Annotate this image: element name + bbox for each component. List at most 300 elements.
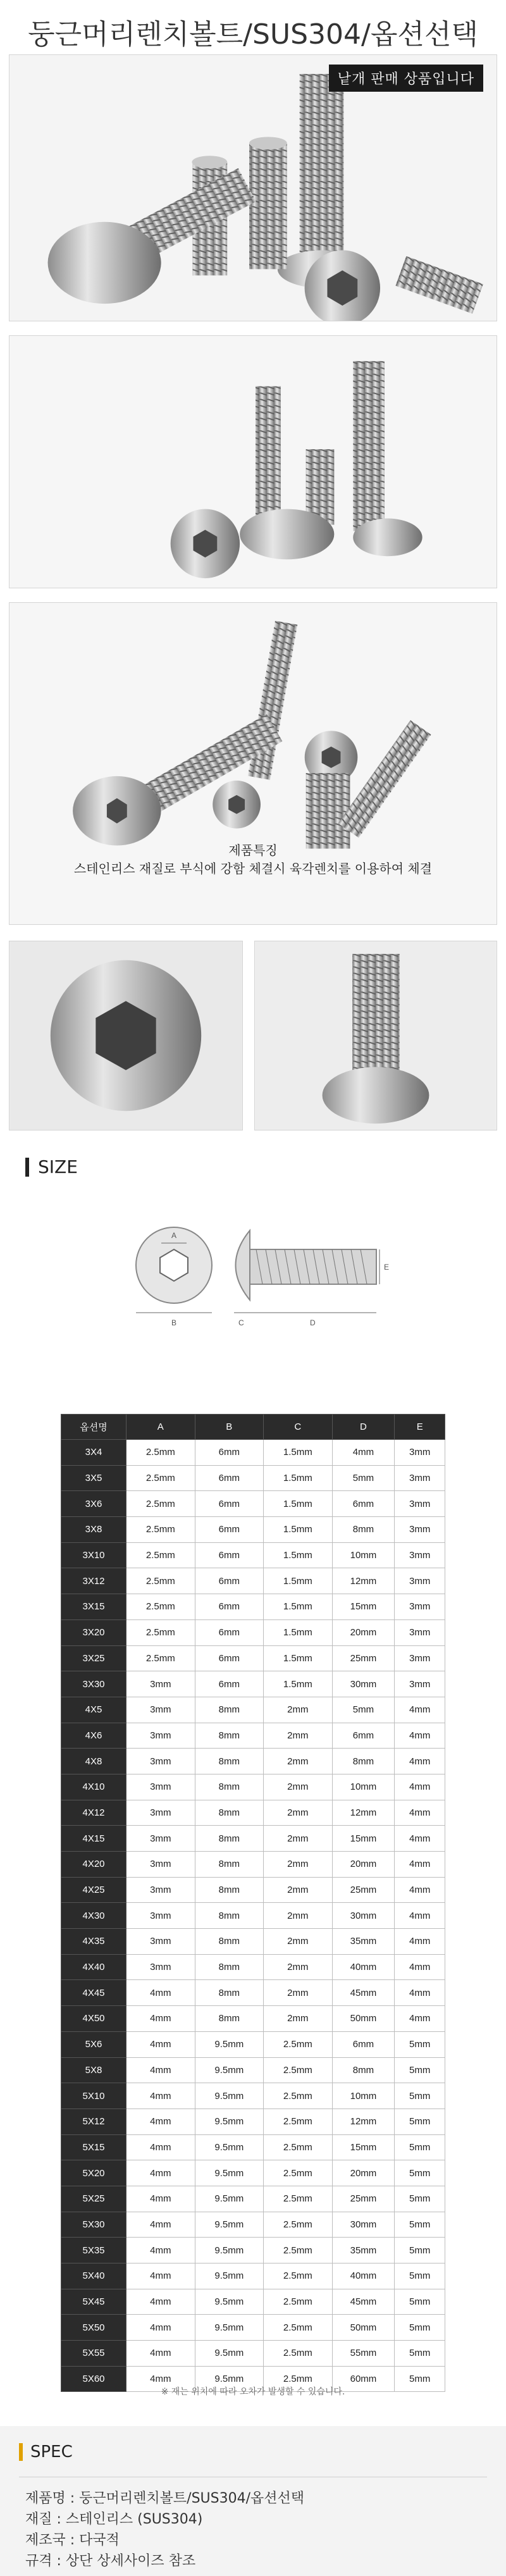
table-row: [61, 1594, 445, 1620]
option-name-cell: 5X6: [61, 2031, 126, 2057]
table-cell: 4mm: [126, 2006, 195, 2032]
table-cell: 2.5mm: [126, 1645, 195, 1671]
table-cell: 9.5mm: [195, 2108, 264, 2134]
option-name-cell: 5X30: [61, 2212, 126, 2238]
table-cell: 3mm: [126, 1749, 195, 1774]
table-cell: 5mm: [395, 2238, 445, 2263]
table-cell: 2.5mm: [264, 2083, 333, 2109]
option-name-cell: 5X8: [61, 2057, 126, 2083]
option-name-cell: 5X50: [61, 2315, 126, 2341]
table-row: [61, 2212, 445, 2238]
table-row: [61, 1619, 445, 1645]
product-photo-standing: [9, 335, 497, 588]
table-cell: 4mm: [395, 1852, 445, 1878]
label-b: B: [171, 1318, 177, 1327]
table-cell: 2mm: [264, 1800, 333, 1826]
table-cell: 3mm: [395, 1542, 445, 1568]
table-cell: 5mm: [395, 2186, 445, 2212]
table-cell: 6mm: [332, 1723, 395, 1749]
table-cell: 4mm: [126, 2160, 195, 2186]
option-name-cell: 4X30: [61, 1903, 126, 1929]
spec-item-name: 제품명 : 둥근머리렌치볼트/SUS304/옵션선택: [25, 2491, 305, 2506]
table-cell: 4mm: [395, 2006, 445, 2032]
table-cell: 3mm: [395, 1671, 445, 1697]
table-cell: 5mm: [395, 2134, 445, 2160]
table-cell: 4mm: [395, 1877, 445, 1903]
table-cell: 4mm: [126, 2057, 195, 2083]
table-cell: 3mm: [395, 1491, 445, 1517]
table-cell: 4mm: [395, 1723, 445, 1749]
table-row: [61, 2006, 445, 2032]
table-row: [61, 1568, 445, 1594]
table-cell: 2mm: [264, 1723, 333, 1749]
table-cell: 2.5mm: [126, 1491, 195, 1517]
table-cell: 2.5mm: [126, 1542, 195, 1568]
table-cell: 5mm: [395, 2315, 445, 2341]
option-name-cell: 3X15: [61, 1594, 126, 1620]
table-cell: 45mm: [332, 1980, 395, 2006]
table-cell: 9.5mm: [195, 2160, 264, 2186]
option-name-cell: 3X30: [61, 1671, 126, 1697]
table-cell: 3mm: [126, 1826, 195, 1852]
table-cell: 5mm: [395, 2057, 445, 2083]
table-cell: 6mm: [195, 1542, 264, 1568]
option-name-cell: 5X45: [61, 2289, 126, 2315]
table-cell: 3mm: [395, 1645, 445, 1671]
table-cell: 2mm: [264, 1877, 333, 1903]
bolt-side-illustration: [255, 941, 497, 1130]
table-cell: 5mm: [395, 2083, 445, 2109]
table-cell: 8mm: [332, 1749, 395, 1774]
table-cell: 2.5mm: [264, 2315, 333, 2341]
table-row: [61, 1774, 445, 1800]
table-cell: 3mm: [126, 1671, 195, 1697]
table-row: [61, 2341, 445, 2367]
table-cell: 9.5mm: [195, 2057, 264, 2083]
option-name-cell: 4X50: [61, 2006, 126, 2032]
table-cell: 8mm: [195, 1800, 264, 1826]
table-cell: 2.5mm: [264, 2341, 333, 2367]
table-cell: 25mm: [332, 1877, 395, 1903]
table-cell: 9.5mm: [195, 2341, 264, 2367]
table-cell: 12mm: [332, 1568, 395, 1594]
table-cell: 5mm: [395, 2289, 445, 2315]
size-diagram-svg: [130, 1205, 395, 1338]
option-name-cell: 4X15: [61, 1826, 126, 1852]
table-cell: 5mm: [395, 2366, 445, 2392]
table-row: [61, 2031, 445, 2057]
table-cell: 9.5mm: [195, 2238, 264, 2263]
table-cell: 3mm: [126, 1697, 195, 1723]
table-cell: 2mm: [264, 1697, 333, 1723]
option-name-cell: 4X8: [61, 1749, 126, 1774]
product-photo-head-closeup: [9, 941, 243, 1130]
table-cell: 15mm: [332, 1594, 395, 1620]
table-cell: 6mm: [195, 1671, 264, 1697]
label-e: E: [384, 1263, 390, 1272]
table-cell: 4mm: [126, 2263, 195, 2289]
table-cell: 8mm: [332, 2057, 395, 2083]
table-cell: 20mm: [332, 1852, 395, 1878]
table-cell: 4mm: [395, 1774, 445, 1800]
table-cell: 1.5mm: [264, 1671, 333, 1697]
option-name-cell: 4X35: [61, 1929, 126, 1955]
single-sale-badge: 낱개 판매 상품입니다: [329, 65, 483, 92]
table-row: [61, 1980, 445, 2006]
table-row: [61, 2289, 445, 2315]
table-cell: 5mm: [332, 1697, 395, 1723]
table-cell: 2mm: [264, 1929, 333, 1955]
table-cell: 9.5mm: [195, 2083, 264, 2109]
table-cell: 1.5mm: [264, 1440, 333, 1466]
table-row: [61, 2134, 445, 2160]
option-name-cell: 3X25: [61, 1645, 126, 1671]
table-cell: 25mm: [332, 1645, 395, 1671]
table-cell: 6mm: [332, 1491, 395, 1517]
table-cell: 9.5mm: [195, 2134, 264, 2160]
table-cell: 8mm: [195, 1903, 264, 1929]
option-name-cell: 4X10: [61, 1774, 126, 1800]
table-cell: 8mm: [195, 1723, 264, 1749]
table-cell: 3mm: [126, 1929, 195, 1955]
table-cell: 2mm: [264, 1954, 333, 1980]
table-cell: 35mm: [332, 2238, 395, 2263]
table-cell: 2mm: [264, 1852, 333, 1878]
label-a: A: [171, 1231, 177, 1240]
table-cell: 4mm: [126, 2238, 195, 2263]
table-cell: 12mm: [332, 2108, 395, 2134]
table-cell: 2mm: [264, 1774, 333, 1800]
table-cell: 1.5mm: [264, 1517, 333, 1543]
option-name-cell: 4X25: [61, 1877, 126, 1903]
option-name-cell: 5X15: [61, 2134, 126, 2160]
table-cell: 4mm: [126, 2289, 195, 2315]
option-name-cell: 3X20: [61, 1619, 126, 1645]
bolt-head-illustration: [9, 941, 242, 1130]
table-cell: 8mm: [195, 1929, 264, 1955]
table-row: [61, 2108, 445, 2134]
header-option: 옵션명: [61, 1415, 126, 1440]
table-cell: 2.5mm: [264, 2160, 333, 2186]
table-cell: 4mm: [395, 1749, 445, 1774]
table-cell: 3mm: [126, 1852, 195, 1878]
table-cell: 3mm: [395, 1517, 445, 1543]
table-cell: 3mm: [126, 1954, 195, 1980]
option-name-cell: 4X12: [61, 1800, 126, 1826]
option-name-cell: 3X6: [61, 1491, 126, 1517]
table-row: [61, 1800, 445, 1826]
table-cell: 4mm: [395, 1954, 445, 1980]
table-cell: 5mm: [395, 2160, 445, 2186]
table-cell: 6mm: [195, 1568, 264, 1594]
table-cell: 2.5mm: [264, 2289, 333, 2315]
table-cell: 2.5mm: [264, 2366, 333, 2392]
table-row: [61, 1542, 445, 1568]
table-cell: 3mm: [395, 1440, 445, 1466]
table-cell: 6mm: [332, 2031, 395, 2057]
table-row: [61, 1877, 445, 1903]
table-row: [61, 1645, 445, 1671]
table-row: [61, 2160, 445, 2186]
spec-item-material: 재질 : 스테인리스 (SUS304): [25, 2511, 203, 2527]
option-name-cell: 3X4: [61, 1440, 126, 1466]
table-cell: 4mm: [395, 1903, 445, 1929]
option-name-cell: 3X5: [61, 1465, 126, 1491]
table-cell: 2.5mm: [264, 2134, 333, 2160]
bolt-group-illustration: [9, 55, 497, 321]
table-cell: 9.5mm: [195, 2031, 264, 2057]
table-cell: 60mm: [332, 2366, 395, 2392]
table-cell: 9.5mm: [195, 2263, 264, 2289]
table-cell: 2mm: [264, 1826, 333, 1852]
table-cell: 6mm: [195, 1491, 264, 1517]
table-cell: 30mm: [332, 2212, 395, 2238]
table-cell: 35mm: [332, 1929, 395, 1955]
table-cell: 5mm: [395, 2108, 445, 2134]
table-cell: 1.5mm: [264, 1619, 333, 1645]
table-cell: 4mm: [126, 2315, 195, 2341]
table-cell: 10mm: [332, 1542, 395, 1568]
table-row: [61, 1749, 445, 1774]
option-name-cell: 5X10: [61, 2083, 126, 2109]
size-table: [61, 1414, 445, 2392]
table-cell: 2.5mm: [264, 2031, 333, 2057]
table-cell: 2.5mm: [126, 1440, 195, 1466]
spec-list: [25, 2488, 304, 2572]
table-cell: 9.5mm: [195, 2366, 264, 2392]
table-cell: 8mm: [332, 1517, 395, 1543]
feature-description: 스테인리스 재질로 부식에 강함 체결시 육각렌치를 이용하여 체결: [73, 861, 433, 876]
table-cell: 4mm: [126, 2108, 195, 2134]
table-cell: 3mm: [126, 1903, 195, 1929]
table-row: [61, 2186, 445, 2212]
header-e: E: [395, 1415, 445, 1440]
table-cell: 8mm: [195, 2006, 264, 2032]
table-cell: 15mm: [332, 1826, 395, 1852]
table-cell: 1.5mm: [264, 1542, 333, 1568]
option-name-cell: 3X12: [61, 1568, 126, 1594]
option-name-cell: 4X6: [61, 1723, 126, 1749]
table-cell: 5mm: [332, 1465, 395, 1491]
table-cell: 4mm: [126, 2134, 195, 2160]
table-cell: 1.5mm: [264, 1594, 333, 1620]
table-row: [61, 1491, 445, 1517]
table-cell: 40mm: [332, 1954, 395, 1980]
table-row: [61, 2057, 445, 2083]
size-diagram: [130, 1205, 395, 1338]
label-c: C: [238, 1318, 244, 1327]
table-row: [61, 2083, 445, 2109]
table-row: [61, 1723, 445, 1749]
table-row: [61, 1697, 445, 1723]
table-cell: 5mm: [395, 2341, 445, 2367]
table-row: [61, 1465, 445, 1491]
table-cell: 6mm: [195, 1645, 264, 1671]
table-cell: 9.5mm: [195, 2212, 264, 2238]
table-cell: 10mm: [332, 2083, 395, 2109]
table-cell: 8mm: [195, 1877, 264, 1903]
table-cell: 3mm: [126, 1723, 195, 1749]
table-cell: 1.5mm: [264, 1568, 333, 1594]
table-cell: 2.5mm: [264, 2238, 333, 2263]
table-cell: 2.5mm: [126, 1517, 195, 1543]
table-cell: 4mm: [332, 1440, 395, 1466]
table-row: [61, 1929, 445, 1955]
measurement-note: ※ 재는 위치에 따라 오차가 발생할 수 있습니다.: [161, 2387, 345, 2397]
table-cell: 50mm: [332, 2006, 395, 2032]
table-row: [61, 1903, 445, 1929]
table-cell: 9.5mm: [195, 2289, 264, 2315]
header-d: D: [332, 1415, 395, 1440]
spec-item-size: 규격 : 상단 상세사이즈 참조: [25, 2553, 196, 2569]
table-cell: 9.5mm: [195, 2315, 264, 2341]
table-cell: 3mm: [395, 1465, 445, 1491]
table-cell: 2.5mm: [264, 2057, 333, 2083]
table-cell: 2.5mm: [264, 2212, 333, 2238]
table-cell: 2.5mm: [126, 1594, 195, 1620]
table-cell: 4mm: [395, 1826, 445, 1852]
size-table-header-row: [61, 1415, 445, 1440]
table-cell: 4mm: [395, 1980, 445, 2006]
table-row: [61, 1517, 445, 1543]
header-b: B: [195, 1415, 264, 1440]
table-cell: 6mm: [195, 1440, 264, 1466]
table-cell: 4mm: [126, 2031, 195, 2057]
table-cell: 10mm: [332, 1774, 395, 1800]
table-cell: 4mm: [126, 2186, 195, 2212]
option-name-cell: 3X8: [61, 1517, 126, 1543]
feature-title: 제품특징: [228, 843, 278, 858]
table-cell: 2.5mm: [264, 2186, 333, 2212]
table-cell: 30mm: [332, 1671, 395, 1697]
table-cell: 2mm: [264, 1903, 333, 1929]
option-name-cell: 5X25: [61, 2186, 126, 2212]
table-cell: 55mm: [332, 2341, 395, 2367]
table-cell: 2mm: [264, 1980, 333, 2006]
option-name-cell: 5X20: [61, 2160, 126, 2186]
header-c: C: [264, 1415, 333, 1440]
table-cell: 4mm: [126, 2341, 195, 2367]
table-cell: 3mm: [395, 1594, 445, 1620]
table-cell: 15mm: [332, 2134, 395, 2160]
table-cell: 45mm: [332, 2289, 395, 2315]
size-title: SIZE: [38, 1156, 78, 1177]
table-cell: 6mm: [195, 1619, 264, 1645]
table-cell: 6mm: [195, 1517, 264, 1543]
table-cell: 12mm: [332, 1800, 395, 1826]
table-cell: 5mm: [395, 2031, 445, 2057]
table-cell: 3mm: [126, 1774, 195, 1800]
option-name-cell: 5X35: [61, 2238, 126, 2263]
table-cell: 5mm: [395, 2212, 445, 2238]
table-cell: 3mm: [126, 1877, 195, 1903]
spec-section: [0, 2426, 506, 2576]
table-cell: 4mm: [395, 1697, 445, 1723]
product-photo-side-closeup: [254, 941, 497, 1130]
table-cell: 1.5mm: [264, 1491, 333, 1517]
table-cell: 6mm: [195, 1594, 264, 1620]
bolt-standing-illustration: [9, 336, 497, 588]
table-cell: 8mm: [195, 1749, 264, 1774]
table-cell: 8mm: [195, 1980, 264, 2006]
table-cell: 8mm: [195, 1697, 264, 1723]
table-cell: 2.5mm: [126, 1619, 195, 1645]
option-name-cell: 4X5: [61, 1697, 126, 1723]
table-cell: 50mm: [332, 2315, 395, 2341]
feature-block: [19, 841, 487, 878]
table-cell: 8mm: [195, 1826, 264, 1852]
spec-heading: [19, 2443, 73, 2461]
table-cell: 20mm: [332, 1619, 395, 1645]
table-cell: 25mm: [332, 2186, 395, 2212]
table-cell: 4mm: [395, 1800, 445, 1826]
table-cell: 3mm: [126, 1800, 195, 1826]
option-name-cell: 4X45: [61, 1980, 126, 2006]
table-cell: 3mm: [395, 1568, 445, 1594]
label-d: D: [310, 1318, 316, 1327]
size-section-heading: [25, 1156, 78, 1177]
table-cell: 4mm: [126, 2212, 195, 2238]
table-row: [61, 1826, 445, 1852]
table-row: [61, 2238, 445, 2263]
table-cell: 2mm: [264, 2006, 333, 2032]
page-title: 둥근머리렌치볼트/SUS304/옵션선택: [28, 18, 478, 51]
table-row: [61, 1440, 445, 1466]
product-photo-group: [9, 54, 497, 321]
table-row: [61, 1671, 445, 1697]
table-cell: 2.5mm: [264, 2108, 333, 2134]
table-row: [61, 1852, 445, 1878]
table-cell: 2.5mm: [264, 2263, 333, 2289]
spec-item-origin: 제조국 : 다국적: [25, 2532, 120, 2548]
option-name-cell: 3X10: [61, 1542, 126, 1568]
table-cell: 40mm: [332, 2263, 395, 2289]
table-cell: 8mm: [195, 1954, 264, 1980]
table-cell: 8mm: [195, 1774, 264, 1800]
table-cell: 2mm: [264, 1749, 333, 1774]
header-a: A: [126, 1415, 195, 1440]
option-name-cell: 4X40: [61, 1954, 126, 1980]
spec-bar-icon: [19, 2443, 23, 2461]
table-row: [61, 2315, 445, 2341]
option-name-cell: 4X20: [61, 1852, 126, 1878]
spec-title: SPEC: [30, 2443, 73, 2461]
table-cell: 6mm: [195, 1465, 264, 1491]
table-cell: 4mm: [126, 2366, 195, 2392]
table-cell: 3mm: [395, 1619, 445, 1645]
table-cell: 5mm: [395, 2263, 445, 2289]
option-name-cell: 5X55: [61, 2341, 126, 2367]
option-name-cell: 5X40: [61, 2263, 126, 2289]
option-name-cell: 5X60: [61, 2366, 126, 2392]
table-cell: 1.5mm: [264, 1465, 333, 1491]
section-bar-icon: [25, 1158, 29, 1177]
table-cell: 30mm: [332, 1903, 395, 1929]
table-cell: 4mm: [395, 1929, 445, 1955]
table-cell: 1.5mm: [264, 1645, 333, 1671]
table-cell: 9.5mm: [195, 2186, 264, 2212]
table-cell: 4mm: [126, 2083, 195, 2109]
option-name-cell: 5X12: [61, 2108, 126, 2134]
table-cell: 20mm: [332, 2160, 395, 2186]
table-cell: 2.5mm: [126, 1568, 195, 1594]
table-row: [61, 2263, 445, 2289]
table-cell: 4mm: [126, 1980, 195, 2006]
table-row: [61, 1954, 445, 1980]
table-cell: 2.5mm: [126, 1465, 195, 1491]
size-table-body: [61, 1440, 445, 2392]
table-cell: 8mm: [195, 1852, 264, 1878]
